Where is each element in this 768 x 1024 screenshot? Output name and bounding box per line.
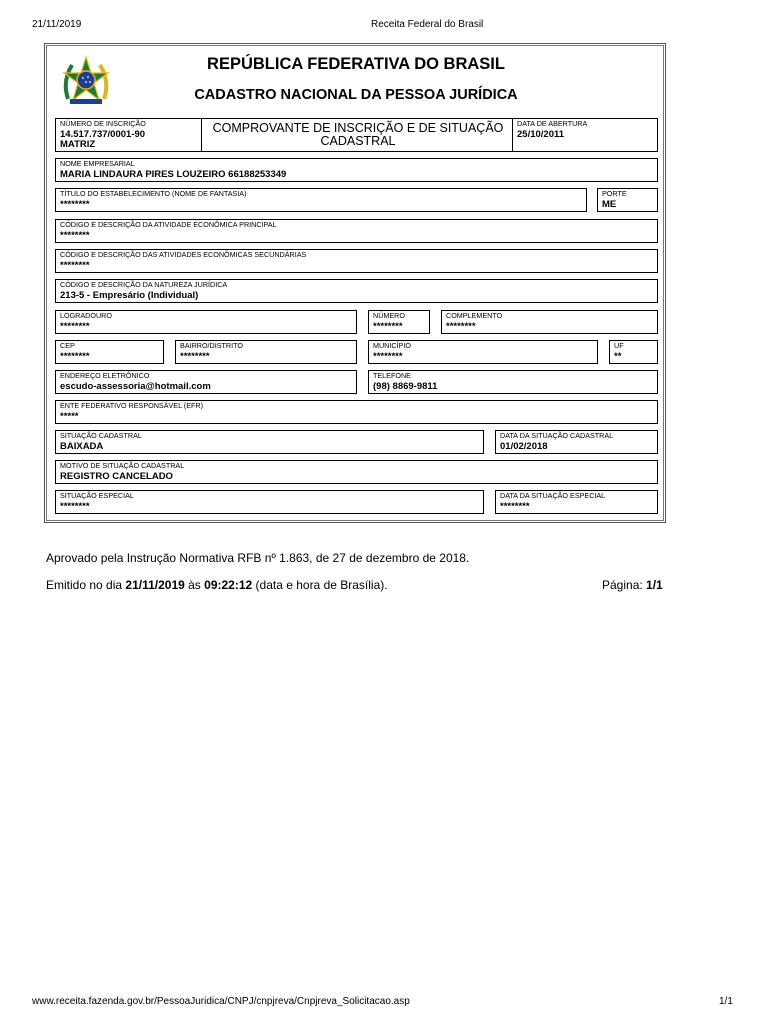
emitido-mid: às (184, 578, 205, 592)
uf-box (609, 340, 658, 364)
data-situacao-especial-box (495, 490, 658, 514)
atividade-principal-value: ******** (60, 230, 90, 241)
atividades-secundarias-box (55, 249, 658, 273)
situacao-especial-box (55, 490, 484, 514)
porte-label: PORTE (602, 189, 627, 198)
logradouro-label: LOGRADOURO (60, 311, 112, 320)
comprovante-line1: COMPROVANTE DE INSCRIÇÃO E DE SITUAÇÃO (212, 121, 504, 135)
email-value: escudo-assessoria@hotmail.com (60, 381, 211, 392)
natureza-juridica-label: CÓDIGO E DESCRIÇÃO DA NATUREZA JURÍDICA (60, 280, 228, 289)
data-situacao-cadastral-box (495, 430, 658, 454)
uf-value: ** (614, 351, 622, 362)
situacao-especial-value: ******** (60, 501, 90, 512)
data-abertura-label: DATA DE ABERTURA (517, 119, 588, 128)
titulo-estabelecimento-value: ******** (60, 199, 90, 210)
bairro-label: BAIRRO/DISTRITO (180, 341, 243, 350)
emitido-prefix: Emitido no dia (46, 578, 126, 592)
motivo-situacao-value: REGISTRO CANCELADO (60, 471, 173, 482)
situacao-especial-label: SITUAÇÃO ESPECIAL (60, 491, 134, 500)
print-page-count: 1/1 (719, 996, 733, 1007)
comprovante-box (201, 118, 513, 152)
page-subtitle: CADASTRO NACIONAL DA PESSOA JURÍDICA (194, 87, 518, 103)
telefone-value: (98) 8869-9811 (373, 381, 438, 392)
uf-label: UF (614, 341, 624, 350)
municipio-value: ******** (373, 351, 403, 362)
numero-value: ******** (373, 321, 403, 332)
email-box (55, 370, 357, 394)
efr-value: ***** (60, 411, 79, 422)
nome-empresarial-label: NOME EMPRESARIAL (60, 159, 135, 168)
atividade-principal-label: CÓDIGO E DESCRIÇÃO DA ATIVIDADE ECONÔMICA PRINCIPAL (60, 220, 277, 229)
cep-box (55, 340, 164, 364)
data-situacao-especial-label: DATA DA SITUAÇÃO ESPECIAL (500, 491, 606, 500)
print-url: www.receita.fazenda.gov.br/PessoaJuridica/CNPJ/cnpjreva/Cnpjreva_Solicitacao.asp (32, 996, 410, 1007)
data-situacao-cadastral-value: 01/02/2018 (500, 441, 548, 452)
pagina-value: 1/1 (646, 578, 663, 592)
complemento-label: COMPLEMENTO (446, 311, 503, 320)
pagina-label: Página: (602, 578, 647, 592)
motivo-situacao-label: MOTIVO DE SITUAÇÃO CADASTRAL (60, 461, 185, 470)
aprovado-text: Aprovado pela Instrução Normativa RFB nº 1.863, de 27 de dezembro de 2018. (46, 551, 470, 565)
atividades-secundarias-value: ******** (60, 260, 90, 271)
numero-box (368, 310, 430, 334)
emitido-time: 09:22:12 (204, 578, 253, 592)
titulo-estabelecimento-label: TÍTULO DO ESTABELECIMENTO (NOME DE FANTASIA) (60, 189, 247, 198)
situacao-cadastral-label: SITUAÇÃO CADASTRAL (60, 431, 142, 440)
natureza-juridica-box (55, 279, 658, 303)
data-situacao-especial-value: ******** (500, 501, 530, 512)
emitido-date: 21/11/2019 (125, 578, 185, 592)
natureza-juridica-value: 213-5 - Empresário (Individual) (60, 290, 199, 301)
bairro-box (175, 340, 357, 364)
atividade-principal-box (55, 219, 658, 243)
data-abertura-box (512, 118, 658, 152)
data-situacao-cadastral-label: DATA DA SITUAÇÃO CADASTRAL (500, 431, 614, 440)
email-label: ENDEREÇO ELETRÔNICO (60, 371, 150, 380)
efr-label: ENTE FEDERATIVO RESPONSÁVEL (EFR) (60, 401, 203, 410)
emitido-text (46, 578, 388, 592)
motivo-situacao-box (55, 460, 658, 484)
telefone-label: TELEFONE (373, 371, 411, 380)
numero-inscricao-value: 14.517.737/0001-90 (60, 129, 146, 140)
situacao-cadastral-box (55, 430, 484, 454)
titulo-estabelecimento-box (55, 188, 587, 212)
numero-inscricao-label: NÚMERO DE INSCRIÇÃO (60, 119, 146, 128)
nome-empresarial-box (55, 158, 658, 182)
atividades-secundarias-label: CÓDIGO E DESCRIÇÃO DAS ATIVIDADES ECONÔMICAS SECUNDÁRIAS (60, 250, 307, 259)
matriz-value: MATRIZ (60, 139, 96, 150)
numero-label: NÚMERO (373, 311, 405, 320)
numero-inscricao-box (55, 118, 202, 152)
emitido-suffix: (data e hora de Brasília). (252, 578, 388, 592)
cep-label: CEP (60, 341, 75, 350)
telefone-box (368, 370, 658, 394)
complemento-box (441, 310, 658, 334)
comprovante-line2: CADASTRAL (320, 134, 396, 148)
complemento-value: ******** (446, 321, 476, 332)
bairro-value: ******** (180, 351, 210, 362)
data-abertura-value: 25/10/2011 (517, 129, 565, 140)
logradouro-box (55, 310, 357, 334)
cep-value: ******** (60, 351, 90, 362)
municipio-box (368, 340, 598, 364)
page-title: REPÚBLICA FEDERATIVA DO BRASIL (207, 55, 505, 73)
municipio-label: MUNICÍPIO (373, 341, 411, 350)
porte-value: ME (602, 199, 617, 210)
situacao-cadastral-value: BAIXADA (60, 441, 104, 452)
pagina-text (602, 578, 663, 592)
print-title: Receita Federal do Brasil (371, 19, 484, 30)
porte-box (597, 188, 658, 212)
print-date: 21/11/2019 (32, 19, 82, 30)
nome-empresarial-value: MARIA LINDAURA PIRES LOUZEIRO 66188253349 (60, 169, 287, 180)
logradouro-value: ******** (60, 321, 90, 332)
efr-box (55, 400, 658, 424)
